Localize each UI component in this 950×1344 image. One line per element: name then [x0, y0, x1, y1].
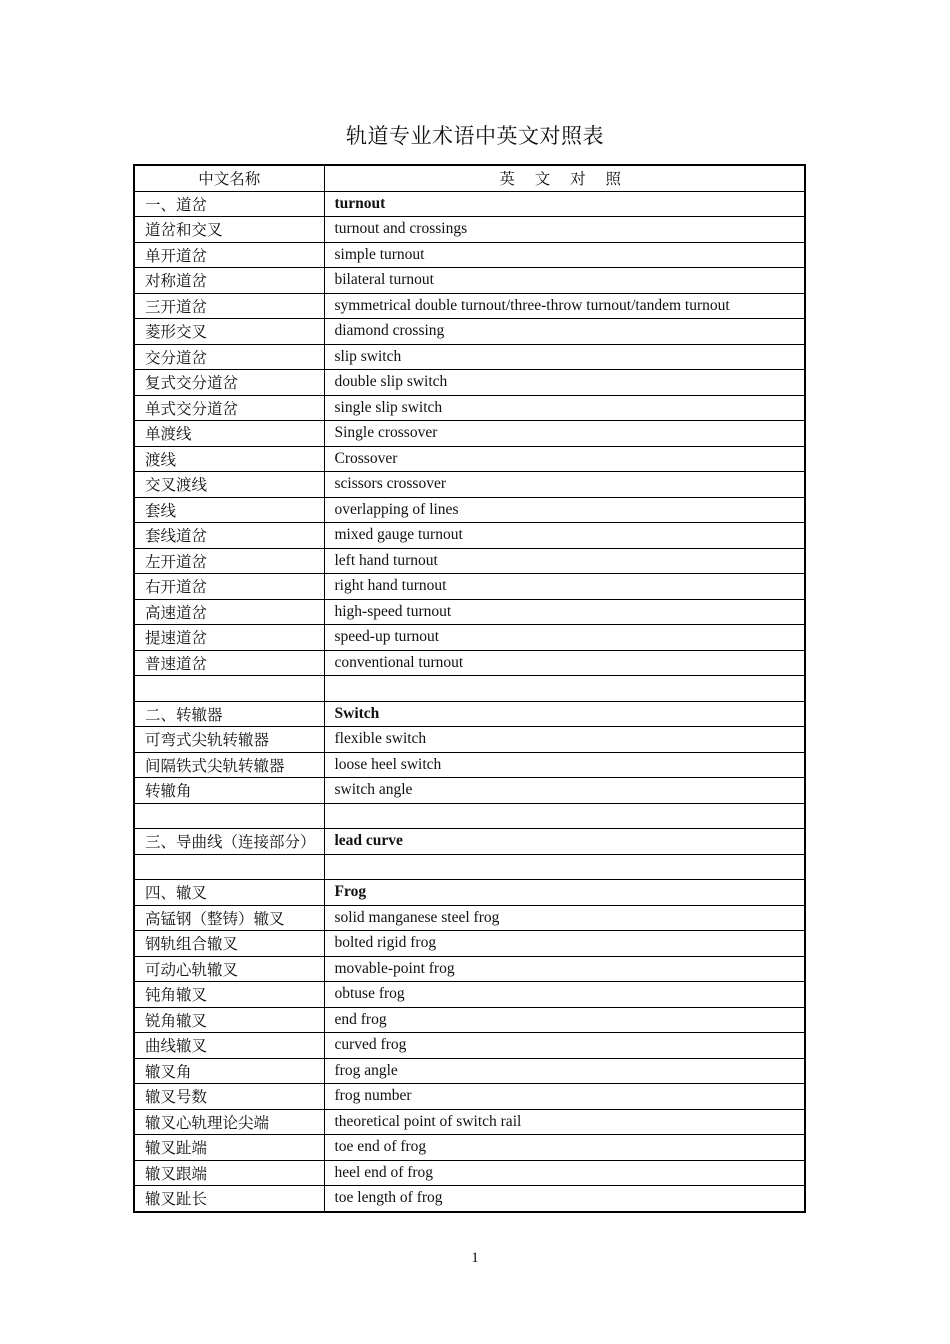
table-row [134, 1007, 805, 1033]
table-row [134, 803, 805, 829]
table-row [134, 523, 805, 549]
header-chinese-name: 中文名称 [134, 165, 324, 191]
english-term-cell: left hand turnout [324, 548, 805, 574]
table-row [134, 1160, 805, 1186]
table-row [134, 548, 805, 574]
english-term-cell: high-speed turnout [324, 599, 805, 625]
chinese-term-cell [134, 854, 324, 880]
english-term-cell: toe length of frog [324, 1186, 805, 1212]
chinese-term-cell: 钢轨组合辙叉 [134, 931, 324, 957]
english-term-cell: single slip switch [324, 395, 805, 421]
english-term-cell: turnout and crossings [324, 217, 805, 243]
english-term-cell: frog angle [324, 1058, 805, 1084]
chinese-term-cell: 辙叉跟端 [134, 1160, 324, 1186]
table-row [134, 472, 805, 498]
english-term-cell [324, 676, 805, 702]
table-row [134, 293, 805, 319]
chinese-term-cell: 转辙角 [134, 778, 324, 804]
chinese-term-cell: 三、导曲线（连接部分） [134, 829, 324, 855]
english-term-cell: flexible switch [324, 727, 805, 753]
english-term-cell: theoretical point of switch rail [324, 1109, 805, 1135]
chinese-term-cell: 辙叉趾端 [134, 1135, 324, 1161]
chinese-term-cell: 二、转辙器 [134, 701, 324, 727]
table-row [134, 191, 805, 217]
chinese-term-cell: 三开道岔 [134, 293, 324, 319]
table-row [134, 344, 805, 370]
chinese-term-cell: 辙叉号数 [134, 1084, 324, 1110]
table-row [134, 574, 805, 600]
chinese-term-cell: 左开道岔 [134, 548, 324, 574]
table-row [134, 650, 805, 676]
table-row [134, 1084, 805, 1110]
english-term-cell: symmetrical double turnout/three-throw turnout/tandem turnout [324, 293, 805, 319]
table-row [134, 829, 805, 855]
english-term-cell: switch angle [324, 778, 805, 804]
page-title: 轨道专业术语中英文对照表 [346, 124, 604, 148]
chinese-term-cell: 辙叉趾长 [134, 1186, 324, 1212]
english-term-cell: scissors crossover [324, 472, 805, 498]
english-term-cell: curved frog [324, 1033, 805, 1059]
chinese-term-cell: 钝角辙叉 [134, 982, 324, 1008]
chinese-term-cell: 渡线 [134, 446, 324, 472]
chinese-term-cell: 辙叉角 [134, 1058, 324, 1084]
english-term-cell: bilateral turnout [324, 268, 805, 294]
chinese-term-cell: 一、道岔 [134, 191, 324, 217]
table-row [134, 370, 805, 396]
english-term-cell: loose heel switch [324, 752, 805, 778]
english-term-cell: obtuse frog [324, 982, 805, 1008]
english-term-cell [324, 803, 805, 829]
english-term-cell: solid manganese steel frog [324, 905, 805, 931]
table-row [134, 268, 805, 294]
table-row [134, 497, 805, 523]
table-row [134, 701, 805, 727]
chinese-term-cell: 高速道岔 [134, 599, 324, 625]
chinese-term-cell: 普速道岔 [134, 650, 324, 676]
english-term-cell: double slip switch [324, 370, 805, 396]
table-row [134, 421, 805, 447]
english-term-cell: lead curve [324, 829, 805, 855]
english-term-cell: simple turnout [324, 242, 805, 268]
table-row [134, 982, 805, 1008]
chinese-term-cell: 对称道岔 [134, 268, 324, 294]
chinese-term-cell: 道岔和交叉 [134, 217, 324, 243]
table-row [134, 727, 805, 753]
chinese-term-cell: 高锰钢（整铸）辙叉 [134, 905, 324, 931]
english-term-cell: Single crossover [324, 421, 805, 447]
english-term-cell: Frog [324, 880, 805, 906]
english-term-cell: turnout [324, 191, 805, 217]
chinese-term-cell: 菱形交叉 [134, 319, 324, 345]
table-row [134, 931, 805, 957]
chinese-term-cell [134, 676, 324, 702]
chinese-term-cell: 右开道岔 [134, 574, 324, 600]
chinese-term-cell: 单渡线 [134, 421, 324, 447]
chinese-term-cell: 间隔铁式尖轨转辙器 [134, 752, 324, 778]
chinese-term-cell: 可动心轨辙叉 [134, 956, 324, 982]
chinese-term-cell: 提速道岔 [134, 625, 324, 651]
table-row [134, 752, 805, 778]
chinese-term-cell: 单式交分道岔 [134, 395, 324, 421]
chinese-term-cell: 四、辙叉 [134, 880, 324, 906]
chinese-term-cell: 交叉渡线 [134, 472, 324, 498]
table-row [134, 625, 805, 651]
english-term-cell: diamond crossing [324, 319, 805, 345]
chinese-term-cell: 曲线辙叉 [134, 1033, 324, 1059]
english-term-cell: frog number [324, 1084, 805, 1110]
table-row [134, 446, 805, 472]
english-term-cell: slip switch [324, 344, 805, 370]
chinese-term-cell: 套线道岔 [134, 523, 324, 549]
chinese-term-cell: 复式交分道岔 [134, 370, 324, 396]
chinese-term-cell: 交分道岔 [134, 344, 324, 370]
terminology-table [133, 164, 806, 1213]
header-english: 英 文 对 照 [324, 165, 805, 191]
english-term-cell: overlapping of lines [324, 497, 805, 523]
english-term-cell: movable-point frog [324, 956, 805, 982]
english-term-cell: conventional turnout [324, 650, 805, 676]
chinese-term-cell: 辙叉心轨理论尖端 [134, 1109, 324, 1135]
table-row [134, 1186, 805, 1212]
table-row [134, 956, 805, 982]
chinese-term-cell: 可弯式尖轨转辙器 [134, 727, 324, 753]
table-row [134, 880, 805, 906]
chinese-term-cell [134, 803, 324, 829]
table-row [134, 905, 805, 931]
english-term-cell: heel end of frog [324, 1160, 805, 1186]
page-number: 1 [471, 1250, 479, 1266]
table-row [134, 1058, 805, 1084]
english-term-cell: mixed gauge turnout [324, 523, 805, 549]
table-row [134, 1033, 805, 1059]
table-row [134, 217, 805, 243]
table-row [134, 599, 805, 625]
english-term-cell: Crossover [324, 446, 805, 472]
table-row [134, 395, 805, 421]
english-term-cell: end frog [324, 1007, 805, 1033]
table-row [134, 676, 805, 702]
table-row [134, 778, 805, 804]
english-term-cell: bolted rigid frog [324, 931, 805, 957]
table-row [134, 1135, 805, 1161]
chinese-term-cell: 锐角辙叉 [134, 1007, 324, 1033]
table-row [134, 854, 805, 880]
english-term-cell [324, 854, 805, 880]
english-term-cell: speed-up turnout [324, 625, 805, 651]
table-row [134, 242, 805, 268]
table-row [134, 319, 805, 345]
table-row [134, 1109, 805, 1135]
chinese-term-cell: 套线 [134, 497, 324, 523]
english-term-cell: toe end of frog [324, 1135, 805, 1161]
english-term-cell: Switch [324, 701, 805, 727]
chinese-term-cell: 单开道岔 [134, 242, 324, 268]
english-term-cell: right hand turnout [324, 574, 805, 600]
table-header-row [134, 165, 805, 191]
